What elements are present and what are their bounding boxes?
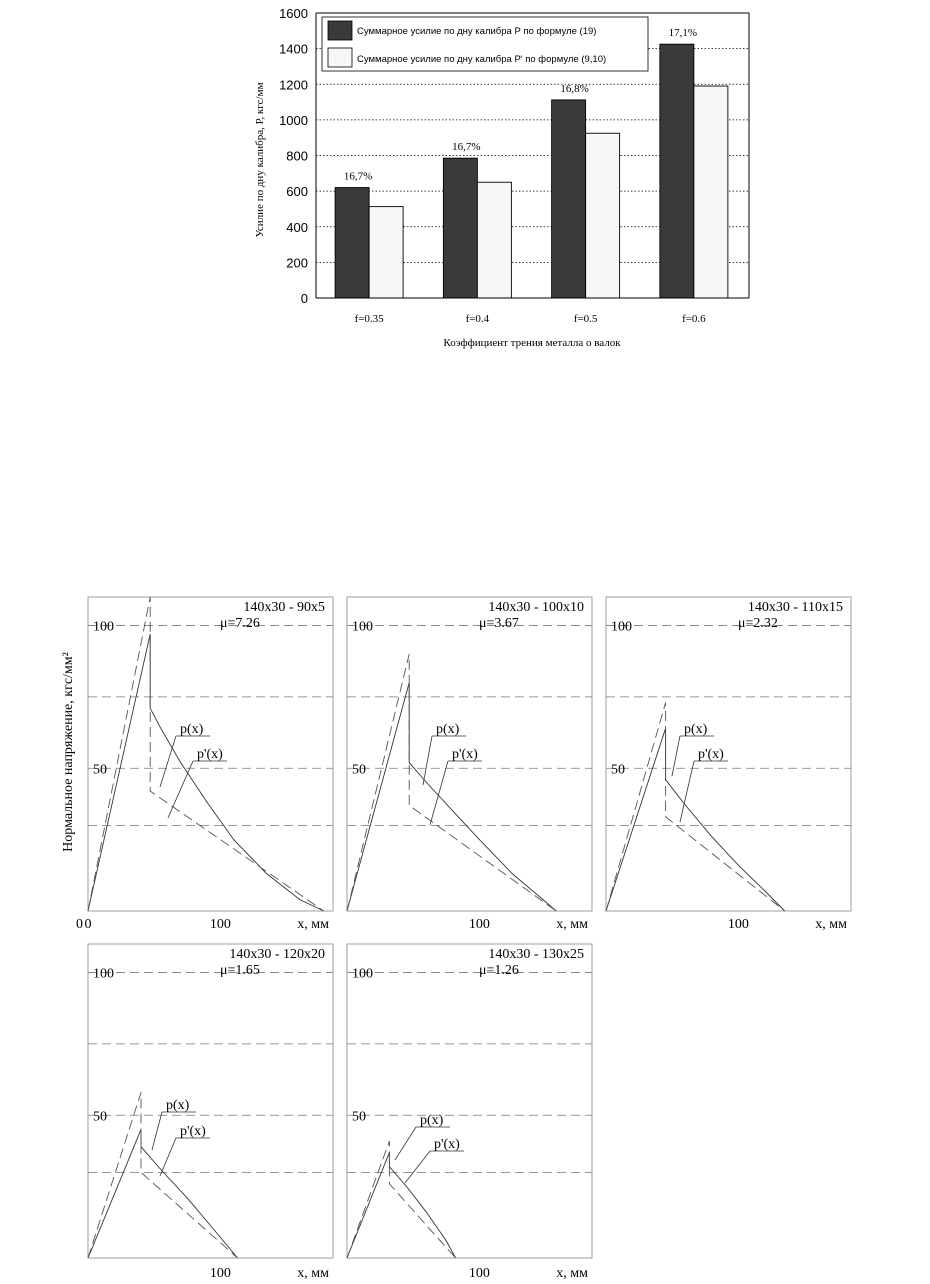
bar-x-axis-label: Коэффициент трения металла о валок [443, 337, 621, 349]
bar-1-f=0.5 [552, 100, 586, 298]
panels-y-axis-label-text: Нормальное напряжение, кгс/мм² [61, 652, 76, 852]
panel-mu-annotation: μ=1.65 [220, 963, 260, 978]
panel-2 [347, 597, 592, 932]
bar-1-f=0.4 [443, 158, 477, 298]
bar-y-tick-labels [279, 6, 308, 306]
series-label: p'(x) [197, 747, 223, 762]
series-label: p(x) [420, 1113, 444, 1128]
series-label: p(x) [684, 722, 708, 737]
bar-x-tick-labels [355, 313, 707, 325]
bar-legend [322, 17, 648, 71]
bar-x-tick-label: f=0.5 [573, 313, 598, 325]
series-label: p'(x) [180, 1124, 206, 1139]
panel-frame [606, 597, 851, 911]
panel-frame [88, 944, 333, 1258]
bar-y-tick-label: 600 [286, 184, 308, 200]
panel-title: 140x30 - 130x25 [488, 947, 584, 962]
series-label: p'(x) [452, 747, 478, 762]
panel-x-tick-label: 100 [468, 917, 490, 932]
panel-x-axis-label: x, мм [815, 917, 847, 932]
bar-y-tick-label: 1400 [279, 41, 308, 57]
panel-y-tick-label: 50 [93, 1109, 107, 1125]
bar-data-label: 17,1% [668, 27, 698, 40]
series-label: p(x) [436, 722, 460, 737]
panel-origin-label: 0 [76, 917, 83, 932]
panel-x-tick-label: 100 [727, 917, 749, 932]
bar-data-label: 16,8% [560, 82, 589, 95]
series-label: p'(x) [698, 747, 724, 762]
legend-swatch-series-2 [328, 48, 352, 67]
panel-y-tick-label: 100 [93, 966, 114, 982]
legend-swatch-series-1 [328, 21, 352, 40]
bar-y-tick-label: 200 [286, 255, 308, 271]
bar-2-f=0.35 [369, 207, 403, 298]
panel-3 [606, 597, 851, 932]
panel-5 [347, 944, 592, 1281]
panel-title: 140x30 - 120x20 [229, 947, 325, 962]
panel-mu-annotation: μ=1.26 [479, 963, 519, 978]
panels-y-axis-label [61, 652, 76, 852]
bar-y-tick-label: 400 [286, 219, 308, 235]
bar-data-label: 16,7% [452, 141, 481, 154]
series-label: p'(x) [434, 1137, 460, 1152]
bar-y-axis-label: Усилие по дну калибра, Р, кгс/мм [254, 82, 266, 238]
panel-y-tick-label: 100 [352, 966, 373, 982]
panel-x-axis-label: x, мм [297, 1266, 329, 1281]
bar-2-f=0.4 [477, 182, 511, 298]
panel-x-axis-label: x, мм [556, 1266, 588, 1281]
series-label: p(x) [180, 722, 204, 737]
panel-title: 140x30 - 90x5 [243, 600, 325, 615]
panel-x-tick-label: 100 [209, 1266, 231, 1281]
series-label: p(x) [166, 1098, 190, 1113]
bar-2-f=0.6 [694, 86, 728, 298]
bar-1-f=0.35 [335, 188, 369, 298]
bar-y-tick-label: 1600 [279, 6, 308, 21]
panel-x-tick-label: 0 [84, 917, 92, 932]
panel-y-tick-label: 50 [93, 762, 107, 778]
panel-frame [347, 944, 592, 1258]
bar-y-tick-label: 800 [286, 148, 308, 164]
panel-y-tick-label: 100 [611, 619, 632, 635]
panel-1 [76, 597, 333, 932]
bar-x-tick-label: f=0.6 [682, 313, 706, 325]
bar-x-tick-label: f=0.4 [465, 313, 490, 325]
bar-2-f=0.5 [586, 133, 620, 298]
panel-title: 140x30 - 110x15 [747, 600, 843, 615]
bar-1-f=0.6 [660, 44, 694, 298]
panel-y-tick-label: 50 [611, 762, 625, 778]
panel-y-tick-label: 100 [352, 619, 373, 635]
bar-y-tick-label: 0 [300, 291, 308, 306]
panel-title: 140x30 - 100x10 [488, 600, 584, 615]
panel-y-tick-label: 50 [352, 762, 366, 778]
panel-mu-annotation: μ=7.26 [220, 616, 260, 631]
panel-x-tick-label: 100 [209, 917, 231, 932]
panel-x-tick-label: 100 [468, 1266, 490, 1281]
panel-x-axis-label: x, мм [297, 917, 329, 932]
panel-y-tick-label: 100 [93, 619, 114, 635]
panel-mu-annotation: μ=2.32 [738, 616, 778, 631]
bar-chart [254, 6, 749, 349]
pressure-panels [76, 597, 851, 1281]
bar-data-label: 16,7% [343, 170, 373, 183]
bar-y-tick-label: 1000 [279, 112, 308, 128]
legend-label-series-1: Суммарное усилие по дну калибра Р по формуле (19) [357, 26, 597, 37]
bar-y-tick-label: 1200 [279, 77, 308, 93]
panel-4 [88, 944, 333, 1281]
bar-x-tick-label: f=0.35 [354, 313, 384, 325]
panel-mu-annotation: μ=3.67 [479, 616, 519, 631]
legend-label-series-2: Суммарное усилие по дну калибра Р' по формуле (9,10) [357, 54, 607, 65]
panel-y-tick-label: 50 [352, 1109, 366, 1125]
panel-x-axis-label: x, мм [556, 917, 588, 932]
